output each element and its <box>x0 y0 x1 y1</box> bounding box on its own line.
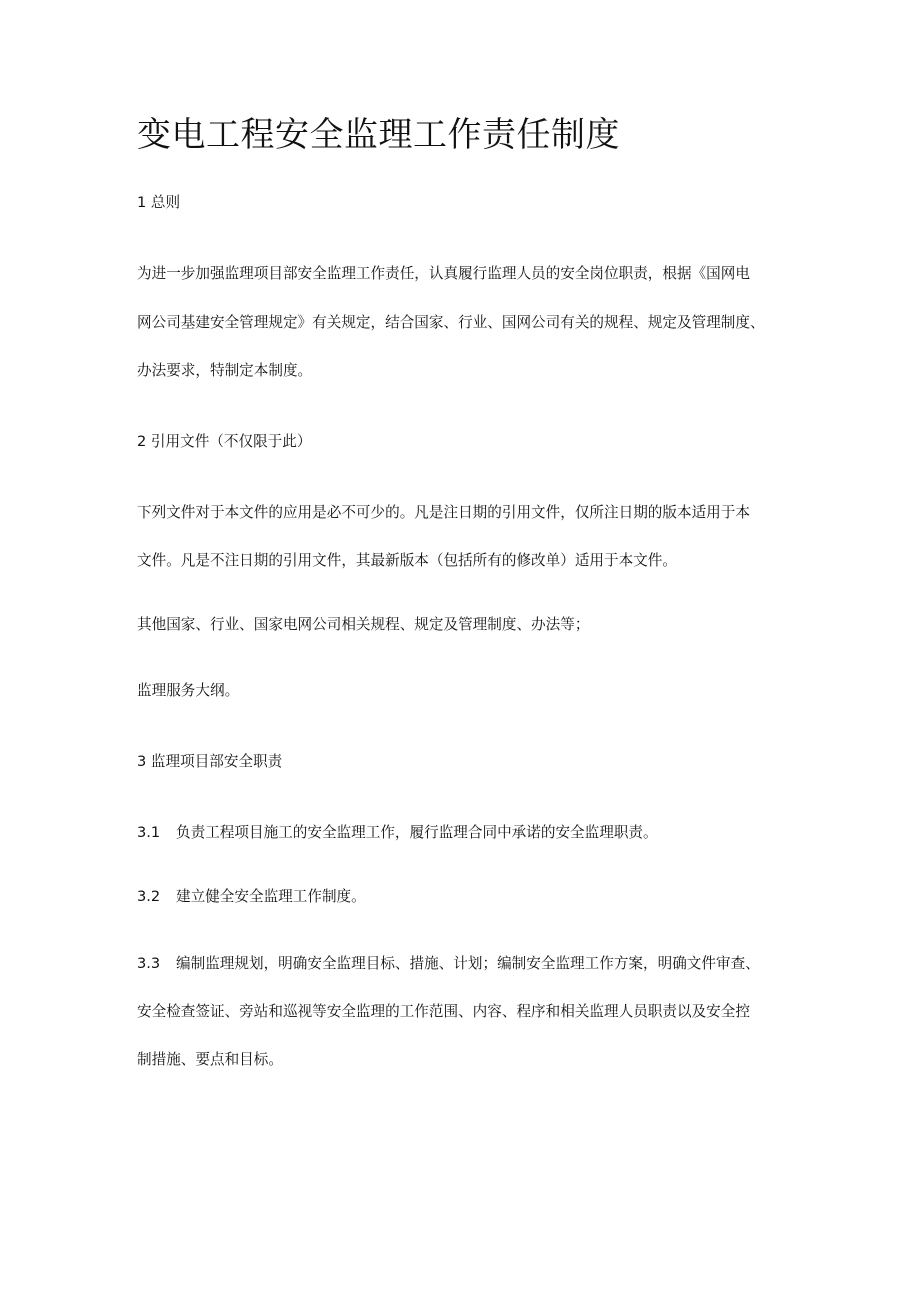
reference-item-2: 监理服务大纲。 <box>137 682 240 699</box>
clause-text: 编制监理规划，明确安全监理目标、措施、计划；编制安全监理工作方案，明确文件审查、 <box>176 955 760 972</box>
clause-3-1 <box>137 822 658 844</box>
clause-number: 3.2 <box>137 888 161 905</box>
section-3-heading: 3 监理项目部安全职责 <box>137 753 283 770</box>
section-1-paragraph-line-1: 为进一步加强监理项目部安全监理工作责任，认真履行监理人员的安全岗位职责，根据《国网电 <box>137 265 750 282</box>
document-title: 变电工程安全监理工作责任制度 <box>137 115 620 155</box>
section-1-paragraph-line-3: 办法要求，特制定本制度。 <box>137 362 313 379</box>
clause-text: 负责工程项目施工的安全监理工作，履行监理合同中承诺的安全监理职责。 <box>176 824 658 841</box>
clause-number: 3.3 <box>137 955 161 972</box>
clause-3-3 <box>137 953 760 975</box>
section-2-paragraph-line-1: 下列文件对于本文件的应用是必不可少的。凡是注日期的引用文件，仅所注日期的版本适用于本 <box>137 504 750 521</box>
clause-3-3-line-3: 制措施、要点和目标。 <box>137 1051 283 1068</box>
section-1-paragraph-line-2: 网公司基建安全管理规定》有关规定，结合国家、行业、国网公司有关的规程、规定及管理制度、 <box>137 314 765 331</box>
section-2-heading: 2 引用文件（不仅限于此） <box>137 433 312 450</box>
clause-3-3-line-2: 安全检查签证、旁站和巡视等安全监理的工作范围、内容、程序和相关监理人员职责以及安全控 <box>137 1003 750 1020</box>
section-2-paragraph-line-2: 文件。凡是不注日期的引用文件，其最新版本（包括所有的修改单）适用于本文件。 <box>137 552 677 569</box>
clause-number: 3.1 <box>137 824 161 841</box>
clause-3-2 <box>137 886 366 908</box>
clause-text: 建立健全安全监理工作制度。 <box>176 888 366 905</box>
reference-item-1: 其他国家、行业、国家电网公司相关规程、规定及管理制度、办法等； <box>137 616 590 633</box>
section-1-heading: 1 总则 <box>137 194 181 211</box>
